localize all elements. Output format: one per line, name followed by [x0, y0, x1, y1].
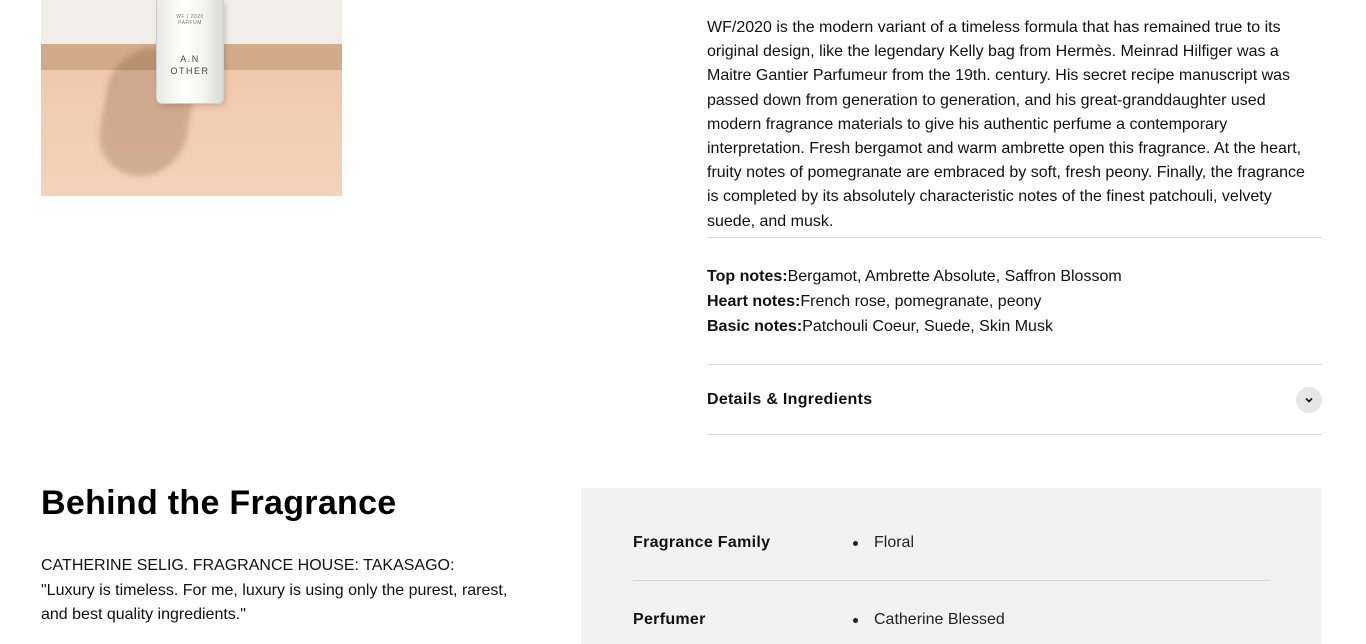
fragrance-facts-panel — [581, 488, 1322, 644]
heart-notes-label: Heart notes: — [707, 293, 801, 310]
fact-value — [853, 611, 1005, 629]
fact-value-text: Catherine Blessed — [874, 611, 1005, 628]
quote-line: and best quality ingredients." — [41, 606, 246, 623]
top-notes-row — [707, 264, 1322, 289]
top-notes-value: Bergamot, Ambrette Absolute, Saffron Blossom — [787, 268, 1122, 285]
quote-line: CATHERINE SELIG. FRAGRANCE HOUSE: TAKASAGO: — [41, 557, 455, 574]
product-image[interactable] — [41, 0, 342, 196]
basic-notes-row — [707, 314, 1322, 339]
heart-notes-row — [707, 289, 1322, 314]
fragrance-notes — [707, 264, 1322, 339]
quote-line: "Luxury is timeless. For me, luxury is using only the purest, rarest, — [41, 581, 508, 599]
bottle-brand-line2: OTHER — [170, 66, 210, 76]
basic-notes-value: Patchouli Coeur, Suede, Skin Musk — [802, 318, 1053, 335]
top-notes-label: Top notes: — [707, 268, 788, 285]
perfume-bottle — [156, 0, 224, 104]
fact-value — [853, 534, 914, 552]
bullet-icon — [853, 618, 858, 623]
fact-row-perfumer — [633, 600, 1270, 640]
heart-notes-value: French rose, pomegranate, peony — [800, 293, 1042, 310]
basic-notes-label: Basic notes: — [707, 318, 803, 335]
behind-fragrance-title: Behind the Fragrance — [41, 484, 397, 522]
chevron-down-icon[interactable] — [1296, 387, 1322, 413]
product-description: WF/2020 is the modern variant of a timeless formula that has remained true to its original design, like the legendary Kelly bag from Hermès. Meinrad Hilfiger was a Maitre Gantier Parfumeur from the 19th. century. His secret recipe manuscript was passed down from generation to generation, and his great-granddaughter used modern fragrance materials to give his authentic perfume a contemporary interpretation. Fresh bergamot and warm ambrette open this fragrance. At the heart, fruity notes of pomegranate are embraced by soft, fresh peony. Finally, the fragrance is completed by its absolutely characteristic notes of the finest patchouli, velvety suede, and musk. — [707, 19, 1305, 230]
bottle-brand — [157, 53, 223, 77]
divider — [633, 580, 1270, 581]
fact-row-family — [633, 523, 1270, 563]
bottle-small-text: WF / 2020 PARFUM — [176, 14, 204, 26]
details-ingredients-toggle[interactable] — [707, 366, 1322, 434]
divider — [707, 237, 1322, 238]
fact-label: Perfumer — [633, 611, 706, 628]
details-ingredients-label: Details & Ingredients — [707, 391, 873, 408]
bottle-brand-line1: A.N — [180, 54, 200, 64]
divider — [707, 434, 1322, 435]
divider — [707, 364, 1322, 365]
bullet-icon — [853, 541, 858, 546]
fact-value-text: Floral — [874, 534, 915, 551]
fact-label: Fragrance Family — [633, 534, 771, 551]
perfumer-quote — [41, 554, 511, 628]
